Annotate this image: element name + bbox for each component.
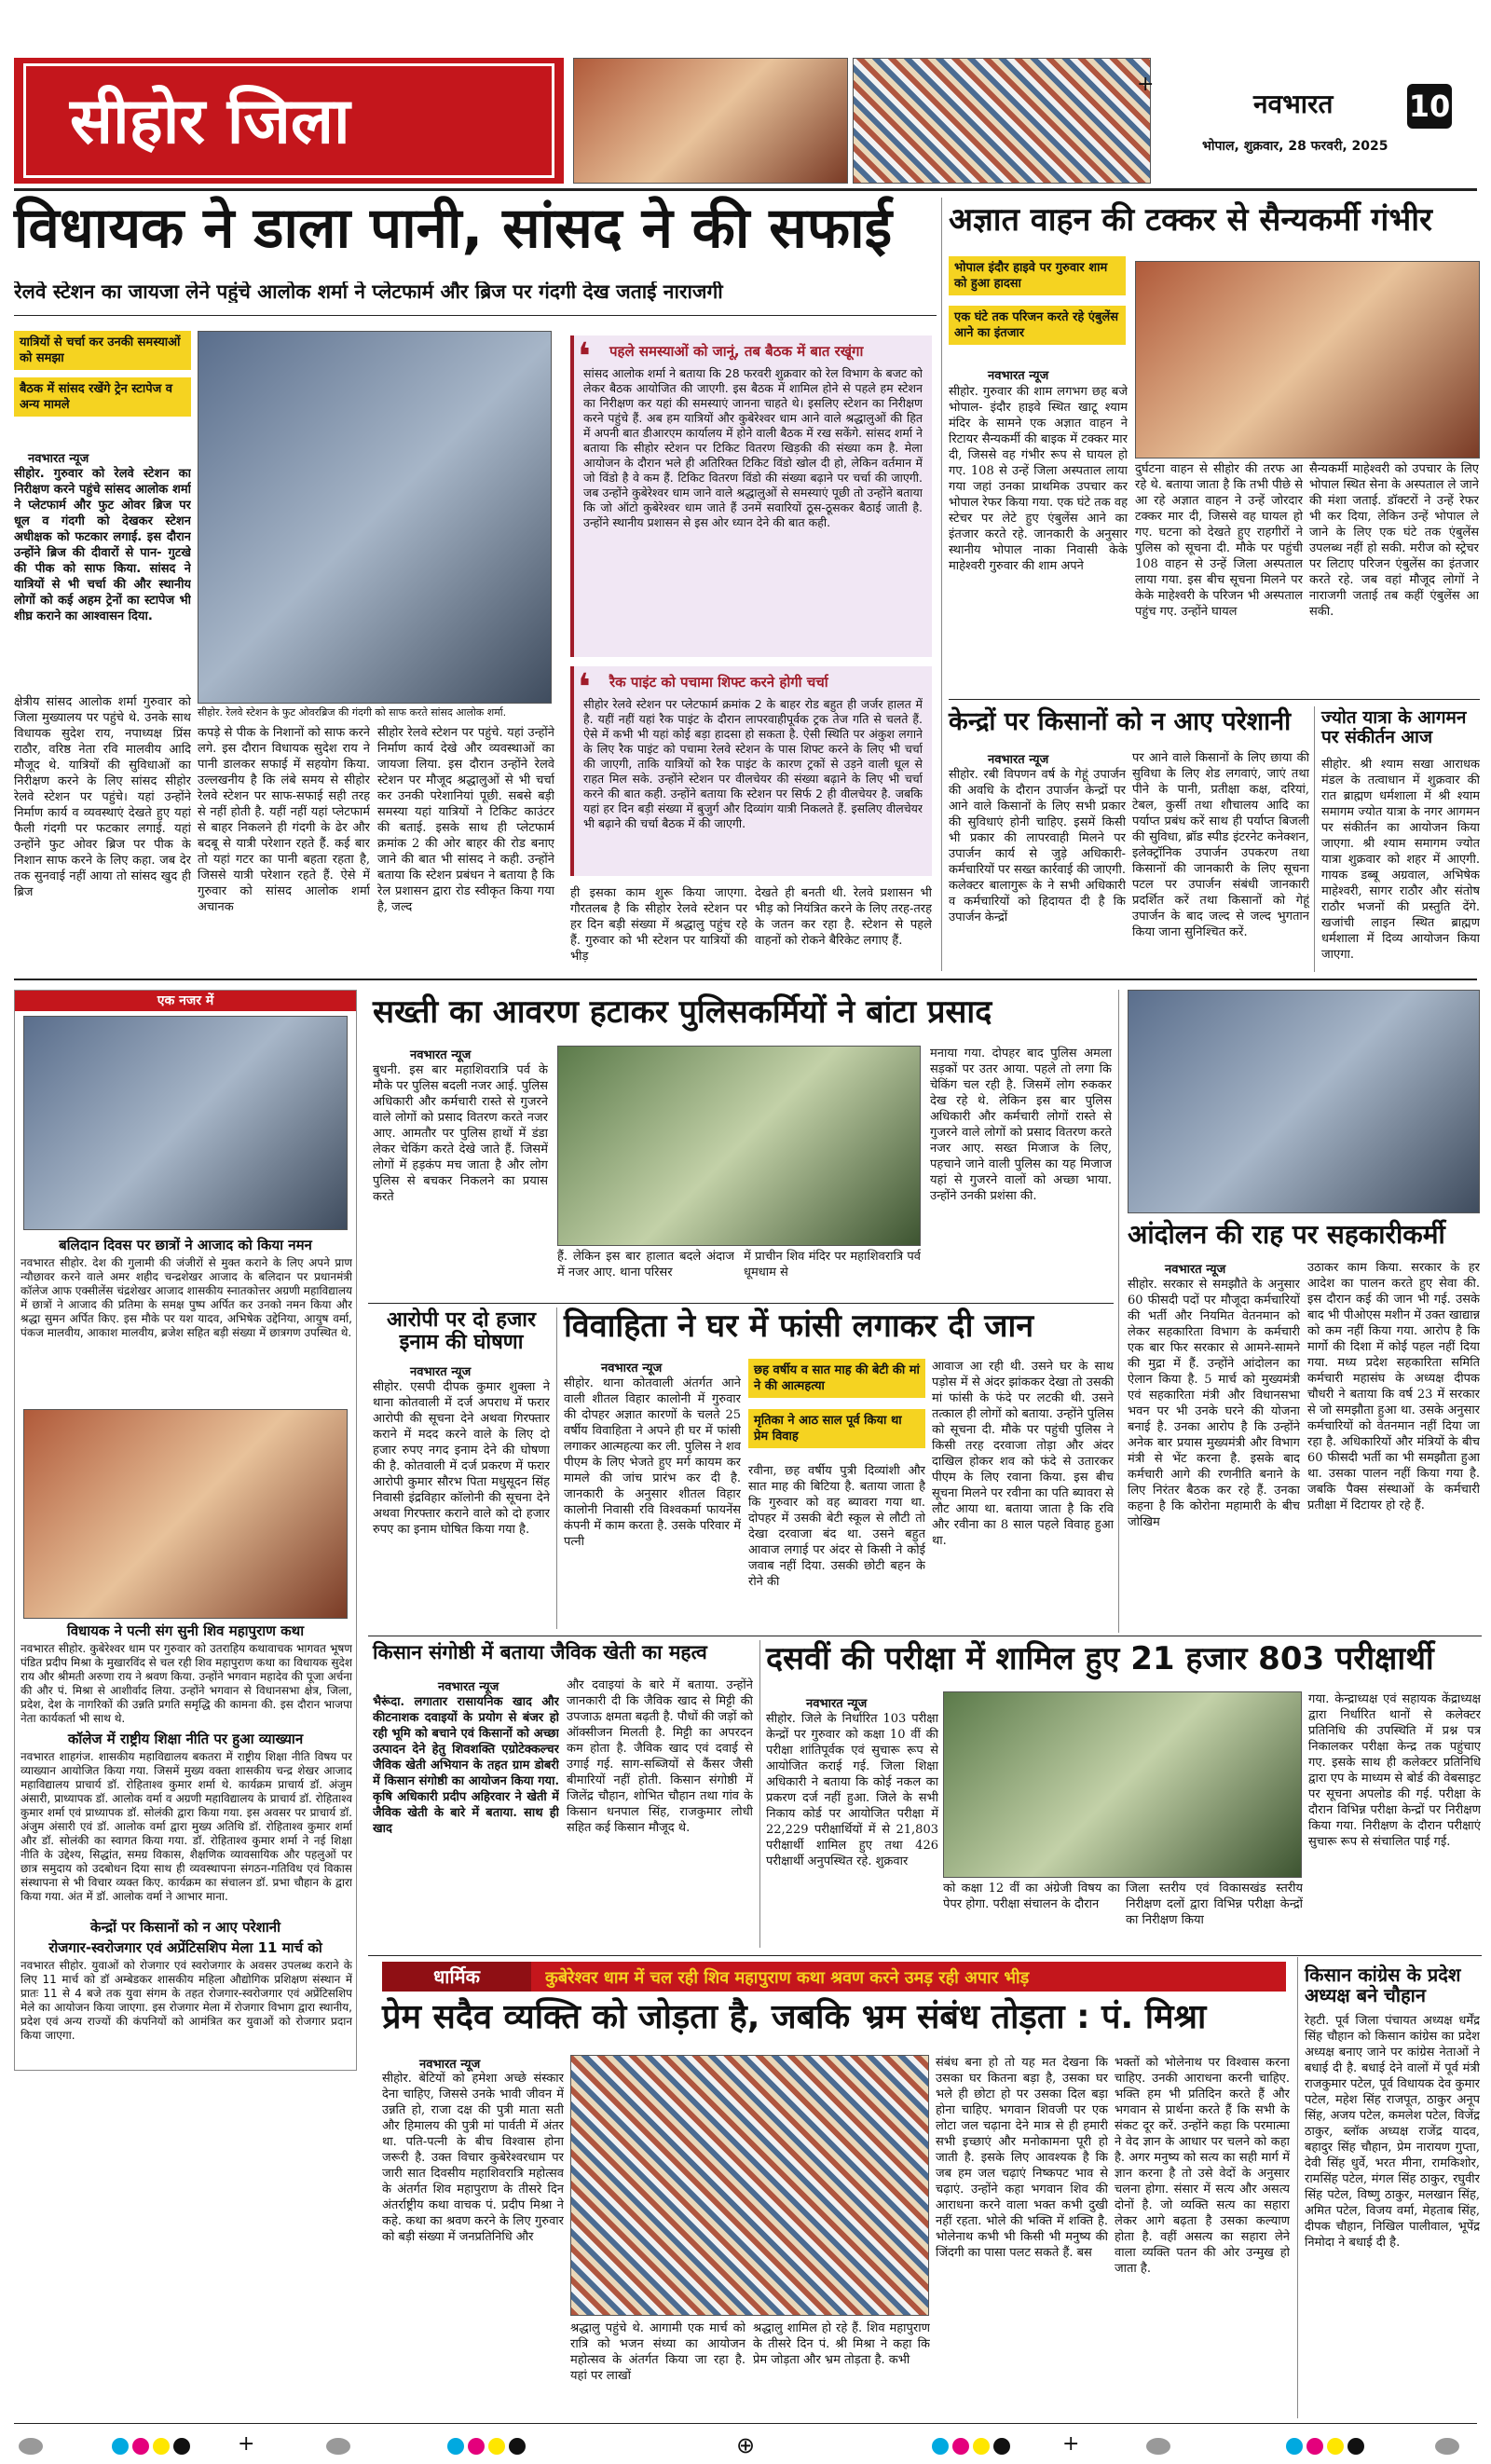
item-1-body: नवभारत सीहोर. देश की गुलामी की जंजीरों से मुक्त कराने के लिए अपने प्राण न्यौछावर करने वाले अमर शहीद चन्द्रशेखर आजाद के बलिदान पर प्रधानमंत्री कॉलेज आफ एक्सीलेंस चंद्रशेखर आजाद शासकीय स्नातकोत्तर अग्रणी महाविद्यालय में छात्रों ने आजाद की प्रतिमा के समक्ष पुष्प अर्पित कर उनको नमन किया और श्रद्धा सुमन अर्पित किए. इस मौके पर यश यादव, अभिषेक उद्देनिया, आयुष वर्मा, पंकज मालवीय, आकाश मालवीय, ब्रजेश सहित बड़ी संख्या में छात्रगण उपस्थित थे.	[21, 1256, 352, 1339]
prasad-photo	[557, 1046, 921, 1246]
black-dot	[1347, 2438, 1364, 2455]
section-title: सीहोर जिला	[70, 85, 350, 158]
lead-bullet-2: बैठक में सांसद रखेंगे ट्रेन स्टापेज व अन्य मामले	[14, 377, 191, 417]
aandolan-col-1: सीहोर. सरकार से समझौते के अनुसार 60 फीसदी पदों पर मौजूदा कर्मचारियों की भर्ती और नियमित वेतनमान को लेकर सहकारिता विभाग के कर्मचारी एक बार फिर सरकार से आमने-सामने की मुद्रा में हैं. उन्होंने आंदोलन का ऐलान किया है. 5 मार्च को मुख्यमंत्री एवं सहकारिता मंत्री और विधानसभा भवन पर भी उनके घरने की योजना बनाई है. उनका आरोप है कि उन्होंने अनेक बार प्रयास मुख्यमंत्री और विभाग मंत्री से भेंट करना है. इसके बाद कर्मचारी आगे की रणनीति बनाने के लिए निरंतर बैठक कर रहे हैं. उनका कहना है कि कोरोना महामारी के बीच जोखिम	[1128, 1278, 1300, 1529]
farmers-byline: नवभारत न्यूज	[988, 753, 1049, 767]
lead-bullet-1: यात्रियों से चर्चा कर उनकी समस्याओं को समझा	[14, 331, 191, 370]
item-2-title: विधायक ने पत्नी संग सुनी शिव महापुराण कथा	[66, 1622, 305, 1639]
lead-caption: सीहोर. रेलवे स्टेशन के फुट ओवरब्रिज की गंदगी को साफ करते सांसद आलोक शर्मा.	[198, 706, 507, 719]
quote-box-2	[570, 666, 932, 876]
crosshair-icon: +	[1137, 73, 1155, 96]
masthead	[14, 58, 1477, 188]
gray-dot	[19, 2438, 43, 2455]
item-3-body: नवभारत शाहगंज. शासकीय महाविद्यालय बकतरा में राष्ट्रीय शिक्षा नीति विषय पर व्याख्यान आयोजित किया गया. जिसमें मुख्य वक्ता शासकीय चन्द्र शेखर आजाद महाविद्यालय प्राचार्य डॉ. रोहिताश्व कुमार शर्मा थे. कार्यक्रम प्राचार्य डॉ. अंजुम अंसारी, प्राध्यापक डॉ. आलोक वर्मा व अग्रणी महाविद्यालय के प्राचार्य डॉ. रोहिताश्व कुमार शर्मा एवं प्राध्यापक डॉ. सोलंकी द्वारा किया गया. इस अवसर पर प्राचार्य डॉ. अंजुम अंसारी एवं डॉ. आलोक वर्मा द्वारा मुख्य अतिथि डॉ. रोहिताश्व कुमार शर्मा और डॉ. सोलंकी का स्वागत किया गया. डॉ. रोहिताश्व कुमार शर्मा ने नई शिक्षा नीति के उद्देश्य, सिद्धांत, समग्र विकास, शैक्षणिक व्यावसायिक और पहलुओं पर छात्र समुदाय को उदबोधन दिया साथ ही व्यवस्थापना संगठन-गतिविध एवं विकास संस्थापना से भी विचार व्यक्त किए. कार्यक्रम का संचालन डॉ. प्रभा चौहान के द्वारा किया गया. अंत में डॉ. आलोक वर्मा ने आभार माना.	[21, 1750, 352, 1903]
lead-col-4: ही इसका काम शुरू किया जाएगा. गौरतलब है कि सीहोर रेलवे स्टेशन पर हर दिन बड़ी संख्या में श्रद्धालु पहुंच रहे हैं. गुरुवार को भी स्टेशन पर यात्रियों की भीड़	[570, 886, 747, 964]
magenta-dot	[468, 2438, 485, 2455]
accident-col-1: सीहोर. गुरुवार की शाम लगभग छह बजे भोपाल- इंदौर हाइवे स्थित खाटू श्याम मंदिर के सामने एक अज्ञात वाहन ने रिटायर सैन्यकर्मी की बाइक में टक्कर मार दी, जिससे वह गंभीर रूप से घायल हो गए. 108 से उन्हें जिला अस्पताल लाया गया जहां उनका प्राथमिक उपचार कर भोपाल रेफर किया गया. एक घंटे तक वह स्टेचर पर लेटे हुए एंबुलेंस आने का इंतजार करते रहे. जानकारी के अनुसार स्थानीय भोपाल नाका निवासी केके माहेश्वरी गुरुवार की शाम अपने	[949, 385, 1128, 573]
magenta-dot	[1306, 2438, 1323, 2455]
katha-crowd-photo	[570, 2055, 929, 2316]
vivahita-byline: नवभारत न्यूज	[601, 1362, 663, 1376]
exam-col-3: गया. केन्द्राध्यक्ष एवं सहायक केंद्राध्यक्ष द्वारा निर्धारित थानों से कलेक्टर प्रतिनिधि की उपस्थिति में प्रश्न पत्र निकालकर परीक्षा केन्द्र तक पहुंचाए गए. इसके साथ ही कलेक्टर प्रतिनिधि द्वारा एप के माध्यम से बोर्ड की वेबसाइट पर सूचना अपलोड की गई. परीक्षा के दौरान विभिन्न परीक्षा केन्द्रों पर निरीक्षण किया गया. निरीक्षण के दौरान परीक्षाएं सुचारू रूप से संचालित पाई गई.	[1308, 1692, 1481, 1849]
prasad-caption: हैं. लेकिन इस बार हालात बदले अंदाज में नजर आए. थाना परिसर	[557, 1250, 734, 1280]
farmers-col-2: पर आने वाले किसानों के लिए छाया की सुविधा के लिए शेड लगवाएं, जाएं तथा पीने के पानी, प्रतीक्षा कक्ष, दरियां, टेबल, कुर्सी तथा शौचालय आदि का पर्याप्त प्रबंध करें साथ ही पर्याप्त बिजली की सुविधा, ब्रॉड स्पीड इंटरनेट कनेक्शन, इलेक्ट्रॉनिक उपार्जन उपकरण तथा किसानों की जानकारी के लिए सूचना पटल पर उपार्जन संबंधी जानकारी प्रदर्शित करें तथा किसानों को गेहूं उपार्जन के बाद जल्द से जल्द भुगतान किया जाना सुनिश्चित करें.	[1132, 751, 1309, 939]
quote-2-body: सीहोर रेलवे स्टेशन पर प्लेटफार्म क्रमांक 2 के बाहर रोड बहुत ही जर्जर हालत में है. यहीं नहीं यहां रैक पाइंट के दौरान लापरवाहीपूर्वक ट्रक तेज गति से चलते हैं. ऐसे में कभी भी यहां कोई बड़ा हादसा हो सकता है. ऐसी स्थिति पर अंकुश लगाने के लिए रैक पाइंट को पचामा रेलवे स्टेशन के पास शिफ्ट करने के लिए भी चर्चा की जाएगी, ताकि यात्रियों को रैक पाइंट के कारण ट्रकों से उड़ने वाली धूल से राहत मिल सके. उन्होंने स्टेशन पर वीलचेयर की संख्या बढ़ाने के लिए भी चर्चा करने की बात कही. उन्होंने बताया कि स्टेशन पर सिर्फ 2 ही वीलचेयर है. जबकि यहां हर दिन बड़ी संख्या में बुजुर्ग और दिव्यांग यात्री निकलते हैं. इसलिए वीलचेयर भी बढ़ाने की चर्चा बैठक में की जाएगी.	[583, 697, 923, 830]
black-dot	[173, 2438, 190, 2455]
crosshair-icon: +	[1062, 2432, 1080, 2456]
lead-headline: विधायक ने डाला पानी, सांसद ने की सफाई	[14, 196, 893, 261]
cyan-dot	[1286, 2438, 1303, 2455]
black-dot	[993, 2438, 1010, 2455]
section-banner	[14, 58, 564, 184]
magenta-dot	[132, 2438, 149, 2455]
aandolan-col-2: उठाकर काम किया. सरकार के हर आदेश का पालन करते हुए सेवा की. इस दौरान कई की जान भी गई. उसके बाद भी पीओएस मशीन में उक्त खाद्यान्न को कम नहीं किया गया. आरोप है कि मार्गो की दिशा में कोई पहल नहीं दिया गया. मध्य प्रदेश सहकारिता समिति कर्मचारी महासंघ के अध्यक्ष दीपक चौधरी ने बताया कि वर्ष 23 में सरकार से जो समझौता हुआ था. उसके अनुसार कर्मचारियों को वेतनमान नहीं दिया जा रहा है. अधिकारियों और मंत्रियों के बीच 60 फीसदी भर्ती का भी समझौता हुआ था. उसका पालन नहीं किया गया है. जबकि पैक्स संस्थाओं के कर्मचारी प्रतीक्षा में दिटायर हो रहे हैं.	[1307, 1261, 1480, 1513]
accident-caption: दुर्घटना वाहन से सीहोर की तरफ आ रहे थे. बताया जाता है कि तभी पीछे से आ रहे अज्ञात वाहन ने उन्हें जोरदार टक्कर मार दी, जिससे वह घायल हो गए. घटना को देखते हुए राहगीरों ने पुलिस को सूचना दी. मौके पर पहुंची 108 वाहन से उन्हें जिला अस्पताल लाया गया. इस बीच सूचना मिलने पर केके माहेश्वरी के परिजन भी अस्पताल पहुंच गए. उन्होंने घायल	[1135, 462, 1303, 619]
item-2-body: नवभारत सीहोर. कुबेरेश्वर धाम पर गुरुवार को उतराहिय कथावाचक भागवत भूषण पंडित प्रदीप मिश्रा के मुखारविंद से चल रही शिव महापुराण कथा का विधायक सुदेश राय और श्रीमती अरुणा राय ने श्रवण किया. उन्होंने भगवान महादेव की पूजा अर्चना की और पं. मिश्रा से आशीर्वाद लिया. उन्होंने भगवान से विधानसभा क्षेत्र, जिला, प्रदेश, देश के नागरिकों की उन्नति प्रगति समृद्धि की कामना की. इस दौरान भाजपा नेता कार्यकर्ता भी साथ थे.	[21, 1642, 352, 1725]
dharmik-col-1: सीहोर. बेटियों को हमेशा अच्छे संस्कार देना चाहिए, जिससे उनके भावी जीवन में उन्नति हो, राजा दक्ष की पुत्री माता सती और हिमालय की पुत्री मां पार्वती में अंतर था. पति-पत्नी के बीच विश्वास होना जरूरी है. उक्त विचार कुबेरेश्वरधाम पर जारी सात दिवसीय महाशिवरात्रि महोत्सव के अंतर्गत शिव महापुराण के तीसरे दिन अंतर्राष्ट्रीय कथा वाचक पं. प्रदीप मिश्रा ने कहे. कथा का श्रवण करने के लिए गुरुवार को बड़ी संख्या में जनप्रतिनिधि और	[382, 2072, 564, 2244]
cyan-dot	[447, 2438, 464, 2455]
farmers-headline: केन्द्रों पर किसानों को न आए परेशानी	[949, 707, 1292, 736]
dharmik-caption-2: श्रद्धालु शामिल हो रहे हैं. शिव महापुराण के तीसरे दिन पं. श्री मिश्रा ने कहा कि प्रेम जोड़ता और भ्रम तोड़ता है. कभी	[753, 2321, 930, 2367]
quote-icon: ❛	[578, 666, 591, 709]
item-1-title: बलिदान दिवस पर छात्रों ने आजाद को किया नमन	[59, 1237, 312, 1253]
prasad-byline: नवभारत न्यूज	[410, 1048, 472, 1062]
dharmik-kicker: कुबेरेश्वर धाम में चल रही शिव महापुराण कथा श्रवण करने उमड़ रही अपार भीड़	[545, 1968, 1030, 1988]
cyan-dot	[932, 2438, 949, 2455]
vivahita-col-1: सीहोर. थाना कोतवाली अंतर्गत आने वाली शीतल विहार कालोनी में गुरुवार की दोपहर अज्ञात कारणों के चलते 25 वर्षीय विवाहिता ने अपने ही घर में फांसी लगाकर आत्महत्या कर ली. पुलिस ने शव पीएम के लिए भेजते हुए मर्ग कायम कर मामले की जांच प्रारंभ कर दी है. जानकारी के अनुसार शीतल विहार कालोनी निवासी रवि विश्वकर्मा फायनेंस कंपनी में काम करता है. उसके परिवार में पत्नी	[564, 1376, 741, 1549]
prasad-col-1: बुधनी. इस बार महाशिवरात्रि पर्व के मौके पर पुलिस बदली नजर आई. पुलिस अधिकारी और कर्मचारी रास्ते से गुजरने वाले लोगों को प्रसाद वितरण करते नजर आए. आमतौर पर पुलिस हाथों में डंडा लेकर चेकिंग करते देखे जाते हैं. जिसमें लोगों में हड़कंप मच जाता है और लोग पुलिस से बचकर निकलने का प्रयास करते	[373, 1063, 548, 1204]
accident-col-2: सैन्यकर्मी माहेश्वरी को उपचार के लिए भोपाल स्थित सेना के अस्पताल ले जाने की मंशा जताई. डॉक्टरों ने उन्हें रेफर भी कर दिया, लेकिन उन्हें भोपाल ले जाने के लिए एक घंटे तक एंबुलेंस उपलब्ध नहीं हो सकी. मरीज को स्ट्रेचर पर लिटाए परिजन एंबुलेंस का इंतजार करते रहे. जब वहां मौजूद लोगों ने नाराजगी जताई तब कहीं एंबुलेंस आ सकी.	[1309, 462, 1479, 619]
lead-subhead: रेलवे स्टेशन का जायजा लेने पहुंचे आलोक शर्मा ने प्लेटफार्म और ब्रिज पर गंदगी देख जताई नाराजगी	[14, 281, 723, 303]
jyoti-body: सीहोर. श्री श्याम सखा आराधक मंडल के तत्वाधान में शुक्रवार की रात ब्राह्मण धर्मशाला में श्री श्याम समागम ज्योत यात्रा के नगर आगमन पर संकीर्तन का आयोजन किया जाएगा. श्री श्याम समागम ज्योत यात्रा शुक्रवार को शहर में आएगी. गायक डब्बू अग्रवाल, अभिषेक माहेश्वरी, सागर राठौर और संतोष राठौर भजनों की प्रस्तुति देंगे. खजांची लाइन स्थित ब्राह्मण धर्मशाला में दिव्य आयोजन किया जाएगा.	[1321, 758, 1480, 962]
vivahita-headline: विवाहिता ने घर में फांसी लगाकर दी जान	[564, 1307, 1034, 1345]
yellow-dot	[973, 2438, 990, 2455]
dharmik-headline: प्रेम सदैव व्यक्ति को जोड़ता है, जबकि भ्रम संबंध तोड़ता : पं. मिश्रा	[382, 1998, 1207, 2036]
item-5-body: नवभारत सीहोर. युवाओं को रोजगार एवं स्वरोजगार के अवसर उपलब्ध कराने के लिए 11 मार्च को डॉ अम्बेडकर शासकीय महिला औद्योगिक प्रशिक्षण संस्थान में प्रातः 11 से 4 बजे तक युवा संगम के तहत रोजगार-स्वरोजगार एवं अप्रेंटिसशिप मेले का आयोजन किया जाएगा. इस रोजगार मेला में रोजगार विभाग द्वारा स्थानीय, प्रदेश एवं अन्य राज्यों की कंपनियों को आमंत्रित कर युवाओं को रोजगार प्रदान किया जाएगा.	[21, 1959, 352, 2042]
paper-name: नवभारत	[1253, 89, 1334, 119]
quote-2-title: रैक पाइंट को पचामा शिफ्ट करने होगी चर्चा	[609, 674, 828, 691]
quote-box-1	[570, 335, 932, 657]
exam-col-1: सीहोर. जिले के निर्धारित 103 परीक्षा केन्द्रों पर गुरुवार को कक्षा 10 वीं की परीक्षा शांतिपूर्वक एवं सुचारू रूप से आयोजित कराई गई. जिला शिक्षा अधिकारी ने बताया कि कोई नकल का प्रकरण दर्ज नहीं हुआ. जिले के सभी निकाय कोर्ड पर आयोजित परीक्षा में 22,229 परीक्षार्थियों में से 21,803 परीक्षार्थी शामिल हुए तथा 426 परीक्षार्थी अनुपस्थित रहे. शुक्रवार	[766, 1712, 938, 1869]
aandolan-photo	[1128, 990, 1480, 1213]
kisan-byline: नवभारत न्यूज	[438, 1680, 499, 1694]
exam-byline: नवभारत न्यूज	[806, 1697, 868, 1711]
dharmik-col-3: भक्तों को भोलेनाथ पर विश्वास करना चाहिए. उनकी आराधना करनी चाहिए. भक्ति हम भी प्रतिदिन करते हैं और भगवान से प्रार्थना करते हैं कि सभी के संकट दूर करें. उन्होंने कहा कि परमात्मा ने वेद ज्ञान के आधार पर चलने को कहा है. अगर मनुष्य को सत्य का सही मार्ग में ज्ञान करना है तो उसे वेदों के अनुसार चलना होगा. संसार में सत्य और असत्य दोनों है. जो व्यक्ति सत्य का सहारा लेकर आगे बढ़ता है उसका कल्याण होता है. वहीं असत्य का सहारा लेने वाला व्यक्ति पतन की ओर उन्मुख हो जाता है.	[1115, 2056, 1290, 2276]
arop-headline: आरोपी पर दो हजार इनाम की घोषणा	[387, 1308, 536, 1355]
dharmik-caption-1: श्रद्धालु पहुंचे थे. आगामी एक मार्च को रात्रि को भजन संध्या का आयोजन महोत्सव के अंतर्गत किया जा रहा है. यहां पर लाखों	[570, 2321, 746, 2383]
item-4-title: केन्द्रों पर किसानों को न आए परेशानी	[90, 1919, 280, 1936]
lead-col-5: देखते ही बनती थी. रेलवे प्रशासन भी भीड़ को नियंत्रित करने के लिए तरह-तरह के जतन कर रहा है. स्टेशन से पहले वाहनों को रोकने बैरिकेट लगाए हैं.	[755, 886, 932, 948]
dharmik-label: धार्मिक	[382, 1962, 531, 1992]
dharmik-col-2: संबंध बना हो तो यह मत देखना कि उसका घर कितना बड़ा है, उसका घर भले ही छोटा हो पर उसका दिल बड़ा होना चाहिए. भगवान शिवजी पर एक लोटा जल चढ़ाना देने मात्र से ही हमारी सभी इच्छाएं और मनोकामना पूरी हो जाती है. इसके लिए आवश्यक है कि जब हम जल चढ़ाएं निष्कपट भाव से चढ़ाएं. उन्होंने कहा भगवान शिव की आराधना करने वाला भक्त कभी दुखी नहीं रहता. भोले की भक्ति में शक्ति है. भोलेनाथ कभी भी किसी भी मनुष्य की जिंदगी का पासा पलट सकते हैं. बस	[936, 2056, 1108, 2260]
accident-byline: नवभारत न्यूज	[988, 369, 1049, 383]
crosshair-icon: +	[238, 2432, 255, 2456]
vidhayak-photo	[23, 1409, 348, 1619]
gray-dot	[1146, 2438, 1170, 2455]
registration-target-icon: ⊕	[736, 2432, 756, 2458]
accident-photo	[1135, 261, 1480, 459]
kisan-headline: किसान संगोष्ठी में बताया जैविक खेती का महत्व	[373, 1641, 707, 1663]
section-label: एक नजर में	[15, 991, 356, 1011]
lead-photo	[198, 331, 552, 704]
prasad-headline: सख्ती का आवरण हटाकर पुलिसकर्मियों ने बांटा प्रसाद	[373, 993, 992, 1031]
exam-headline: दसवीं की परीक्षा में शामिल हुए 21 हजार 803 परीक्षार्थी	[766, 1640, 1434, 1677]
congress-body: रेहटी. पूर्व जिला पंचायत अध्यक्ष धर्मेंद्र सिंह चौहान को किसान कांग्रेस का प्रदेश अध्यक्ष बनाए जाने पर कांग्रेस नेताओं ने बधाई दी है. बधाई देने वालों में पूर्व मंत्री राजकुमार पटेल, पूर्व विधायक देव कुमार पटेल, महेश सिंह राजपूत, ठाकुर अनूप सिंह, अजय पटेल, कमलेश पटेल, विजेंद्र ठाकुर, ब्लॉक अध्यक्ष राजेंद्र यादव, बहादुर सिंह चौहान, प्रेम नारायण गुप्ता, देवी सिंह धुर्वे, भरत मीना, रामकिशोर, रामसिंह पटेल, मंगल सिंह ठाकुर, रघुवीर सिंह पटेल, विष्णु ठाकुर, मलखान सिंह, अमित पटेल, विजय वर्मा, मेहताब सिंह, दीपक चौहान, निखिल पालीवाल, भूपेंद्र निमोदा ने बधाई दी है.	[1305, 2014, 1480, 2250]
temple-gate-photo	[573, 58, 848, 184]
magenta-dot	[952, 2438, 969, 2455]
exam-col-2: जिला स्तरीय एवं विकासखंड स्तरीय निरीक्षण दलों द्वारा विभिन्न परीक्षा केन्द्रों का निरीक्षण किया	[1126, 1882, 1303, 1927]
black-dot	[509, 2438, 526, 2455]
vivahita-bullet-1: छह वर्षीय व सात माह की बेटी की मां ने की आत्महत्या	[748, 1359, 925, 1398]
yellow-dot	[488, 2438, 505, 2455]
quote-1-title: पहले समस्याओं को जानूं, तब बैठक में बात रखूंगा	[609, 343, 864, 360]
congress-headline: किसान कांग्रेस के प्रदेश अध्यक्ष बने चौहान	[1305, 1964, 1461, 2006]
dharmik-byline: नवभारत न्यूज	[419, 2058, 481, 2072]
kisan-col-1: भैरूंदा. लगातार रासायनिक खाद और कीटनाशक दवाइयों के प्रयोग से बंजर हो रही भूमि को बचाने एवं किसानों को अच्छा उत्पादन देने हेतु शिवशक्ति एग्रोटेक्कल्चर जैविक खेती अभियान के तहत ग्राम डोबरी में किसान संगोष्ठी का आयोजन किया गया. कृषि अधिकारी प्रदीप अहिरवार ने खेती में जैविक खेती के बारे में बताया. साथ ही खाद	[373, 1695, 559, 1836]
vivahita-col-2: रवीना, छह वर्षीय पुत्री दिव्यांशी और सात माह की बिटिया है. बताया जाता है कि गुरुवार को वह ब्यावरा गया था. दोपहर में उसकी बेटी स्कूल से लौटी तो देखा दरवाजा बंद था. उसने बहुत आवाज लगाई पर अंदर से किसी ने कोई जवाब नहीं दिया. उसकी छोटी बहन के रोने की	[748, 1464, 925, 1589]
accident-headline: अज्ञात वाहन की टक्कर से सैन्यकर्मी गंभीर	[949, 201, 1432, 239]
lead-byline: नवभारत न्यूज	[28, 452, 89, 466]
cyan-dot	[112, 2438, 129, 2455]
arop-body: सीहोर. एसपी दीपक कुमार शुक्ला ने थाना कोतवाली में दर्ज अपराध में फरार आरोपी की सूचना देने अथवा गिरफ्तार कराने में मदद करने वाले के लिए दो हजार रुपए नगद इनाम देने की घोषणा की है. कोतवाली में दर्ज प्रकरण में फरार आरोपी कुमार सौरभ पिता मधुसूदन सिंह निवासी इंद्रविहार कॉलोनी की सूचना देने अथवा गिरफ्तार कराने वाले को दो हजार रुपए का इनाम घोषित किया गया है.	[373, 1380, 550, 1537]
balidan-photo	[23, 1016, 348, 1230]
quote-1-body: सांसद आलोक शर्मा ने बताया कि 28 फरवरी शुक्रवार को रेल विभाग के बजट को लेकर बैठक आयोजित की जाएगी. इस बैठक में शामिल होने से पहले हम स्टेशन का निरीक्षण कर यहां की समस्याएं जानना चाहते थे। इसलिए स्टेशन का निरीक्षण करने पहुंचे हैं. अब हम यात्रियों और कुबेरेश्वर धाम आने वाले श्रद्धालुओं की हित में अपनी बात डीआरएम कार्यालय में होने वाली बैठक में रख सकेंगे. सांसद शर्मा ने बताया कि सीहोर स्टेशन पर टिकिट वितरण खिड़की की संख्या कम है. मेला आयोजन के दौरान भले ही अतिरिक्त टिकिट विंडो खोल दी हो, लेकिन वर्तमान में जो विंडो है वे कम हैं. टिकिट वितरण विंडो की संख्या बढ़ाने पर चर्चा की जाएगी. जब उन्होंने कुबेरेश्वर धाम जाने वाले श्रद्धालुओं से समस्याएं पूछी तो उन्होंने बताया कि जो ऑटो कुबेरेश्वर धाम जाते हैं उनमें सवारियों ठूस-ठूसकर बैठाई जाती है. उन्होंने स्थानीय प्रशासन से इस ओर ध्यान देने की बात कही.	[583, 366, 923, 529]
lead-col-1: क्षेत्रीय सांसद आलोक शर्मा गुरुवार को जिला मुख्यालय पर पहुंचे थे. उनके साथ विधायक सुदेश राय, नपाध्यक्ष प्रिंस राठौर, वरिष्ठ नेता रवि मालवीय आदि मौजूद थे. यात्रियों की सुविधाओं का निरीक्षण करने के लिए सांसद सीहोर रेलवे स्टेशन पर पहुंचे। यहां उन्होंने निर्माण कार्य व व्यवस्थाएं देखते हुए यहां फैली गंदगी पर फटकार लगाई. यहां उन्होंने फुट ओवर ब्रिज पर पीक के निशान साफ करने के लिए कहा. जब देर तक सुनवाई नहीं आया तो सांसद खुद ही ब्रिज	[14, 695, 191, 899]
vivahita-bullet-2: मृतिका ने आठ साल पूर्व किया था प्रेम विवाह	[748, 1409, 925, 1448]
lead-col-2: कपड़े से पीक के निशानों को साफ करने लगे. इस दौरान विधायक सुदेश राय ने पानी डालकर सफाई में सहयोग किया. उल्लखनीय है कि लंबे समय से सीहोर रेलवे स्टेशन पर साफ-सफाई सही तरह से नहीं होती है. यहीं नहीं यहां प्लेटफार्म से बाहर निकलने ही गंदगी के ढेर और बदबू से यात्री परेशान रहते हैं. कई बार तो यहां गटर का पानी बहता रहता है, जिससे यात्री परेशान रहते हैं. ऐसे में गुरुवार को सांसद आलोक शर्मा अचानक	[198, 726, 370, 914]
item-5-title: रोजगार-स्वरोजगार एवं अप्रेंटिसशिप मेला 11 मार्च को	[48, 1939, 322, 1956]
kisan-col-2: और दवाइयां के बारे में बताया. उन्होंने जानकारी दी कि जैविक खाद से मिट्टी की उपजाऊ क्षमता बढ़ती है. पौधों की जड़ों को ऑक्सीजन मिलती है. मिट्टी का अपरदन कम होता है. जैविक खाद एवं दवाई से उगाई गई. साग-सब्जियों से कैंसर जैसी बीमारियों नहीं होती. किसान संगोष्ठी में जिलेंद्र चौहान, शोभित चौहान तथा गांव के किसान धनपाल सिंह, राजकुमार लोधी सहित कई किसान मौजूद थे.	[567, 1678, 753, 1835]
jyoti-headline: ज्योत यात्रा के आगमन पर संकीर्तन आज	[1321, 707, 1467, 747]
vivahita-col-3: आवाज आ रही थी. उसने घर के साथ पड़ोस में से अंदर झांककर देखा तो उसकी मां फांसी के फंदे पर लटकी थी. उसने तत्काल ही लोगों को बताया. उन्होंने पुलिस को सूचना दी. मौके पर पहुंची पुलिस ने किसी तरह दरवाजा तोड़ा और अंदर दाखिल होकर शव को फंदे से उतारकर पीएम के लिए रवाना किया. इस बीच सूचना मिलने पर रवीना का पति ब्यावरा से लौट आया था. बताया जाता है कि रवि और रवीना का 8 साल पहले विवाह हुआ था.	[932, 1360, 1114, 1548]
farmers-col-1: सीहोर. रबी विपणन वर्ष के गेहूं उपार्जन की अवधि के दौरान उपार्जन केन्द्रों पर आने वाले किसानों के लिए सभी प्रकार की सुविधाएं होनी चाहिए. इसमें किसी भी प्रकार की लापरवाही मिलने पर उपार्जन कार्य से जुड़े अधिकारी-कर्मचारियों पर सख्त कार्रवाई की जाएगी. कलेक्टर बालागुरू के ने सभी अधिकारी व कर्मचारियों को हिदायत दी है कि उपार्जन केन्द्रों	[949, 768, 1126, 924]
aandolan-byline: नवभारत न्यूज	[1165, 1263, 1226, 1277]
prasad-col-3: मनाया गया. दोपहर बाद पुलिस अमला सड़कों पर उतर आया. पहले तो लगा कि चेकिंग चल रही है. जिसमें लोग रुककर देख रहे थे. लेकिन इस बार पुलिस अधिकारी और कर्मचारी लोगों रास्ते से गुजरने वाले लोगों को प्रसाद वितरण करते नजर आए. सख्त मिजाज के लिए, पहचाने जाने वाली पुलिस का यह मिजाज यहां से गुजरने वालों को अच्छा भाया. उन्होंने उनकी प्रशंसा की.	[930, 1047, 1112, 1203]
page-number: 10	[1407, 84, 1452, 129]
gray-dot	[1435, 2438, 1459, 2455]
prasad-col-2: में प्राचीन शिव मंदिर पर महाशिवरात्रि पर्व धूमधाम से	[744, 1250, 921, 1280]
gray-dot	[326, 2438, 350, 2455]
quote-icon: ❛	[578, 335, 591, 378]
lead-col-3: सीहोर रेलवे स्टेशन पर पहुंचे. यहां उन्होंने निर्माण कार्य देखे और व्यवस्थाओं का जायजा लिया. इस दौरान उन्होंने रेलवे स्टेशन पर मौजूद श्रद्धालुओं से भी चर्चा कर उनकी परेशानियां पूछी. सबसे बड़ी समस्या यहां यात्रियों ने टिकिट काउंटर की बताई. इसके साथ ही प्लेटफार्म क्रमांक 2 की ओर बाहर की रोड बनाए जाने की बात भी सांसद ने कही. उन्होंने बताया कि स्टेशन प्रबंधन ने बताया है कि रेल प्रशासन द्वारा रोड स्वीकृत किया गया है, जल्द	[377, 726, 554, 914]
exam-caption: को कक्षा 12 वीं का अंग्रेजी विषय का पेपर होगा. परीक्षा संचालन के दौरान	[943, 1882, 1120, 1911]
registration-marks	[0, 2432, 1491, 2460]
dateline: भोपाल, शुक्रवार, 28 फरवरी, 2025	[1202, 139, 1388, 154]
arop-byline: नवभारत न्यूज	[410, 1365, 472, 1379]
exam-photo	[943, 1691, 1302, 1878]
lead-intro: सीहोर. गुरुवार को रेलवे स्टेशन का निरीक्षण करने पहुंचे सांसद आलोक शर्मा ने प्लेटफार्म और फुट ओवर ब्रिज पर धूल व गंदगी को देखकर स्टेशन अधीक्षक को फटकार लगाई. इस दौरान उन्होंने ब्रिज की दीवारों से पान- गुटखे की पीक को साफ किया. सांसद ने यात्रियों से भी चर्चा की और स्थानीय लोगों को कई अहम ट्रेनों का स्टापेज भी शीघ्र कराने का आश्वासन दिया.	[14, 467, 191, 623]
item-3-title: कॉलेज में राष्ट्रीय शिक्षा नीति पर हुआ व्याख्यान	[67, 1731, 304, 1747]
yellow-dot	[153, 2438, 170, 2455]
yellow-dot	[1327, 2438, 1344, 2455]
crowd-photo	[853, 58, 1151, 184]
dharmik-banner	[382, 1962, 1286, 1992]
accident-bullet-2: एक घंटे तक परिजन करते रहे एंबुलेंस आने का इंतजार	[949, 306, 1126, 345]
accident-bullet-1: भोपाल इंदौर हाइवे पर गुरुवार शाम को हुआ हादसा	[949, 256, 1126, 295]
aandolan-headline: आंदोलन की राह पर सहकारीकर्मी	[1128, 1219, 1445, 1250]
